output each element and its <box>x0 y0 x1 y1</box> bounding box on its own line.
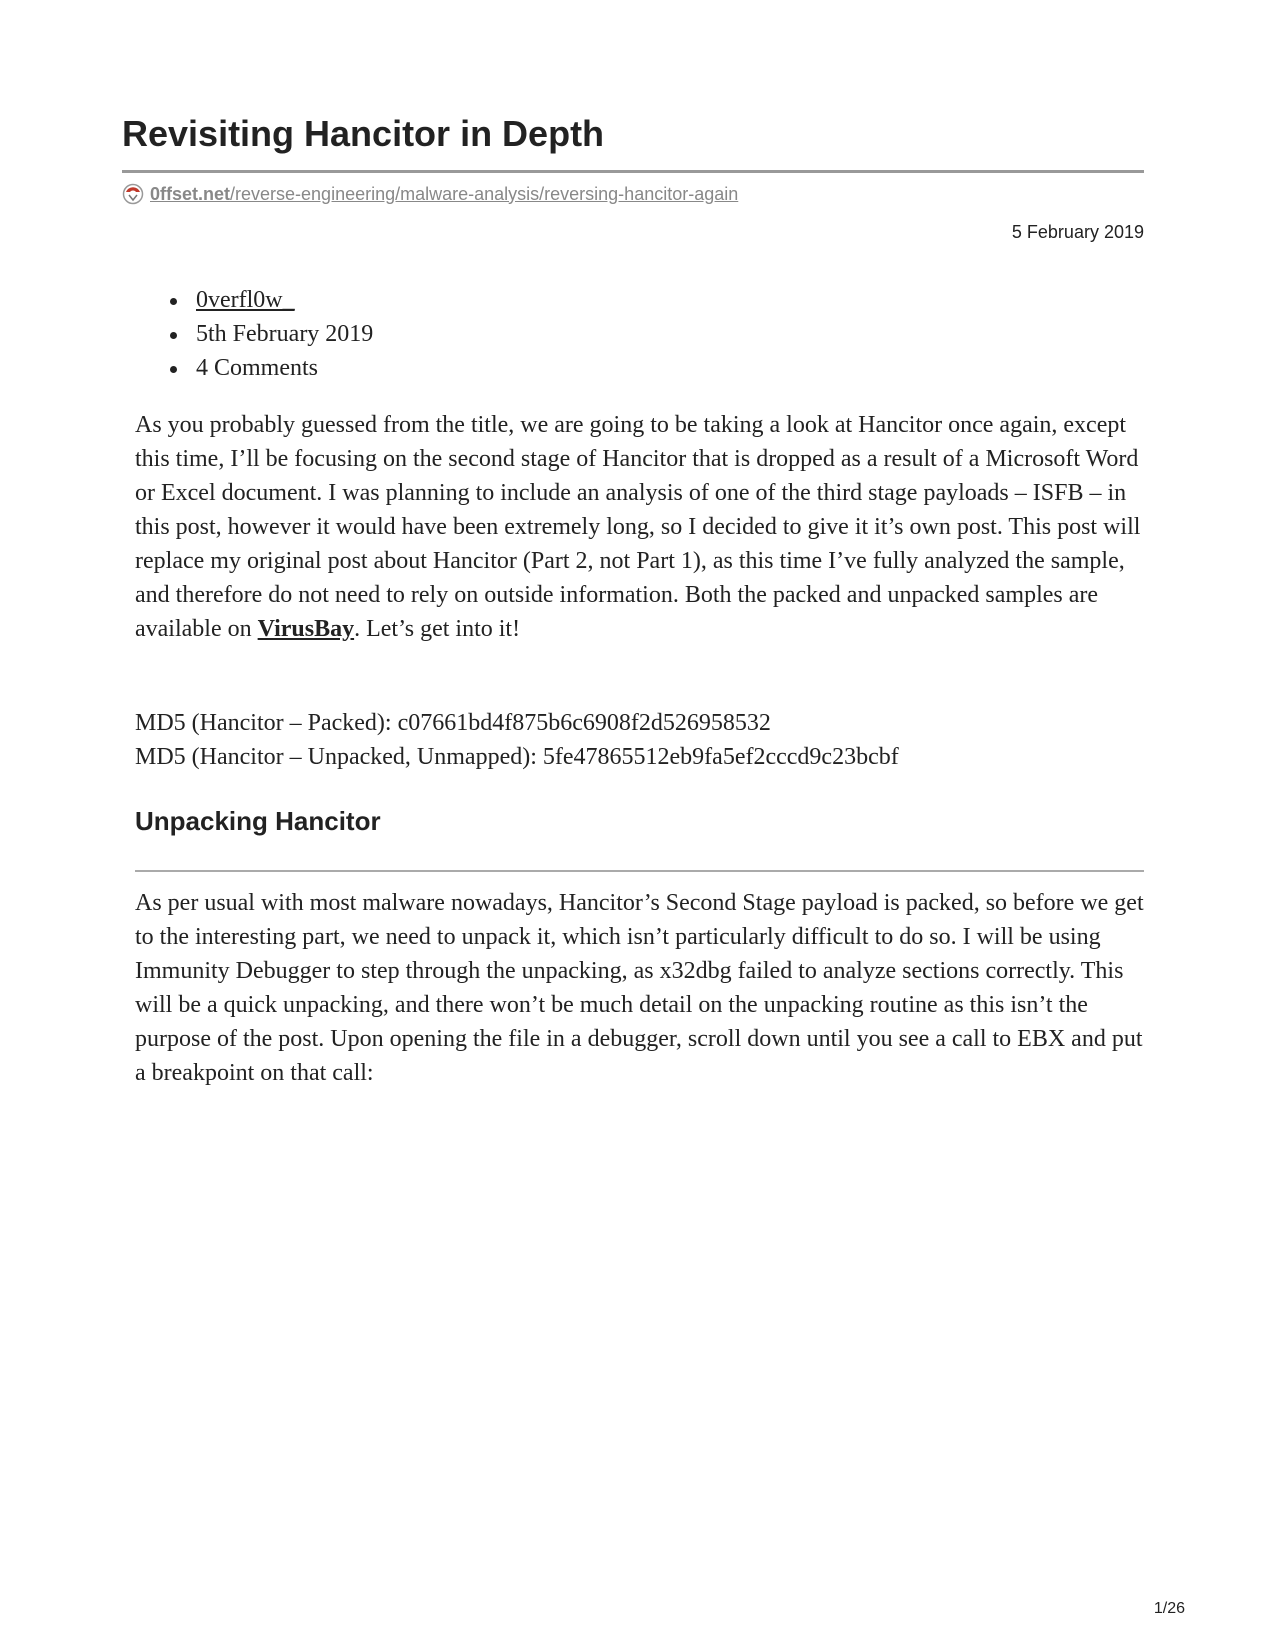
post-meta-list <box>170 283 373 385</box>
meta-author-item <box>170 283 373 317</box>
source-link[interactable] <box>150 184 738 205</box>
meta-date-item: 5th February 2019 <box>170 317 373 351</box>
source-domain: 0ffset.net <box>150 183 231 204</box>
hash-block <box>135 706 1145 774</box>
page-title: Revisiting Hancitor in Depth <box>122 113 605 154</box>
packed-hash: MD5 (Hancitor – Packed): c07661bd4f875b6c6908f2d526958532 <box>135 710 771 736</box>
author-link[interactable]: 0verfl0w_ <box>196 287 295 313</box>
source-path: /reverse-engineering/malware-analysis/reversing-hancitor-again <box>230 183 739 204</box>
intro-text-start: As you probably guessed from the title, we are going to be taking a look at Hancitor once again, except this time, I’ll be focusing on the second stage of Hancitor that is dropped as a result of a Microsoft Word or Excel document. I was planning to include an analysis of one of the third stage payloads – ISFB – in this post, however it would have been extremely long, so I decided to give it it’s own post. This post will replace my original post about Hancitor (Part 2, not Part 1), as this time I’ve fully analyzed the sample, and therefore do not need to rely on outside information. Both the packed and unpacked samples are available on <box>135 412 1141 642</box>
virusbay-link[interactable]: VirusBay <box>257 616 355 642</box>
title-divider <box>122 170 1144 173</box>
site-logo-icon <box>122 183 144 205</box>
source-url <box>122 182 738 206</box>
unpacked-hash: MD5 (Hancitor – Unpacked, Unmapped): 5fe47865512eb9fa5ef2cccd9c23bcbf <box>135 744 899 770</box>
meta-comments-item: 4 Comments <box>170 351 373 385</box>
section-divider <box>135 870 1144 872</box>
section-heading: Unpacking Hancitor <box>135 806 381 836</box>
unpacking-paragraph: As per usual with most malware nowadays, Hancitor’s Second Stage payload is packed, so before we get to the interesting part, we need to unpack it, which isn’t particularly difficult to do so. I will be using Immunity Debugger to step through the unpacking, as x32dbg failed to analyze sections correctly. This will be a quick unpacking, and there won’t be much detail on the unpacking routine as this isn’t the purpose of the post. Upon opening the file in a debugger, scroll down until you see a call to EBX and put a breakpoint on that call: <box>135 890 1144 1086</box>
publication-date: 5 February 2019 <box>1011 222 1144 242</box>
page-number: 1/26 <box>1153 1600 1185 1617</box>
intro-paragraph <box>135 408 1145 646</box>
intro-text-end: . Let’s get into it! <box>354 616 521 642</box>
